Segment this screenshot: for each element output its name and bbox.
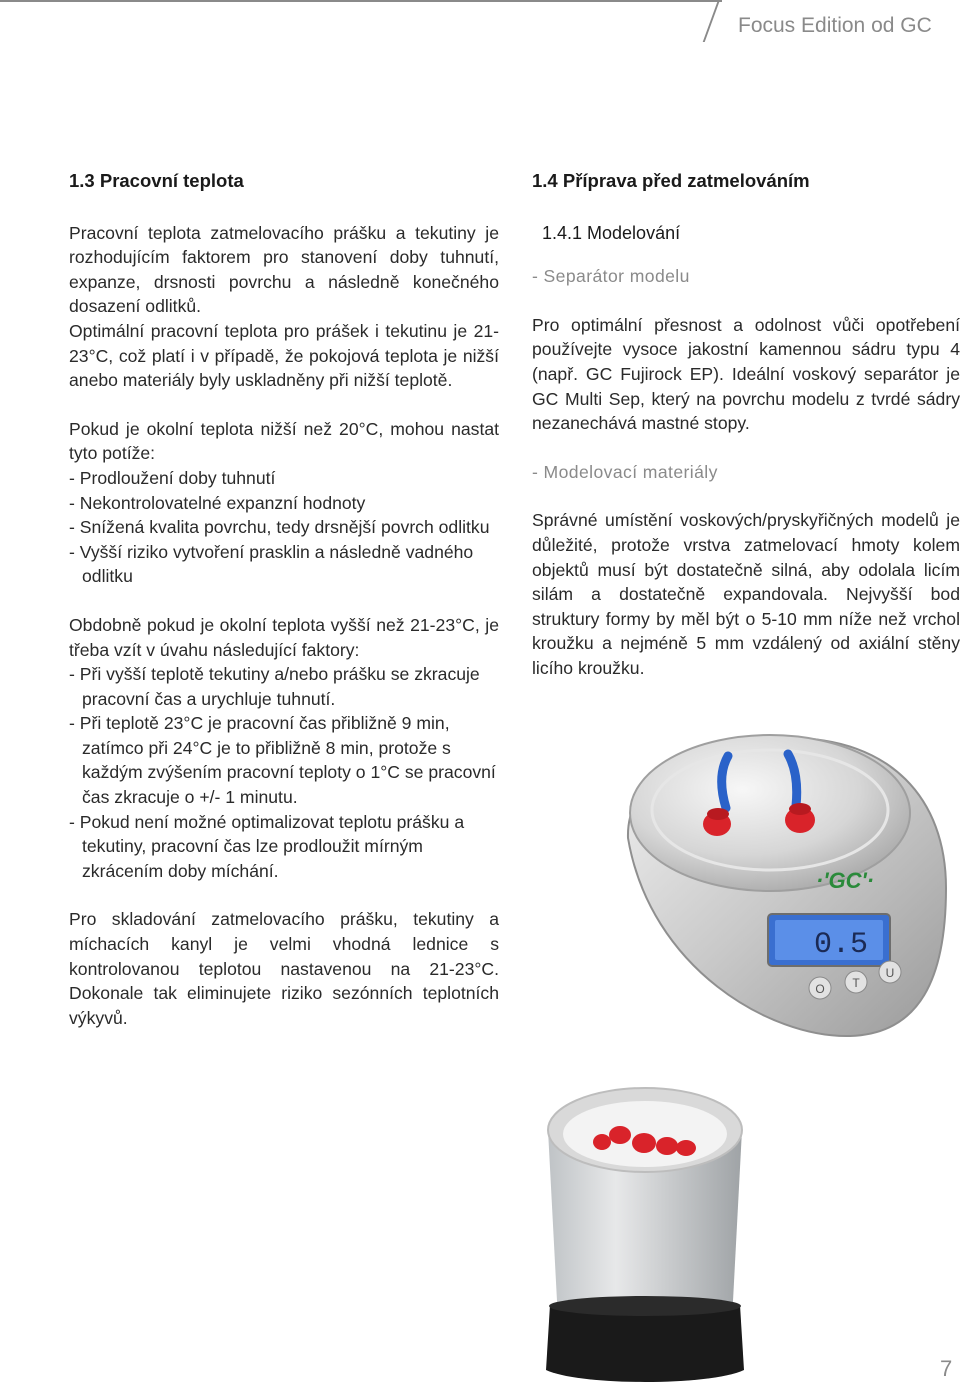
scale-logo: ·'GC'· (816, 868, 875, 893)
list-item: - Prodloužení doby tuhnutí (69, 466, 499, 491)
photo-casting-ring (540, 1080, 750, 1390)
paragraph-model-separator: Pro optimální přesnost a odolnost vůči opotřebení používejte vysoce jakostní kamennou sádru typu 4 (např. GC Fujirock EP). Ideální voskový separátor je GC Multi Sep, který na povrchu modelu z tvrdé sádry nezanechává mastné stopy. (532, 314, 960, 434)
list-item: - Vyšší riziko vytvoření prasklin a následně vadného odlitku (69, 540, 499, 589)
header-slash (703, 0, 720, 42)
header-rule (0, 0, 722, 2)
digital-scale-illustration (620, 718, 950, 1038)
scale-display-value: 0.5 (813, 928, 868, 962)
photo-digital-scale (620, 718, 950, 1038)
list-item: - Nekontrolovatelné expanzní hodnoty (69, 491, 499, 516)
paragraph-importance: Pracovní teplota zatmelovacího prášku a tekutiny je rozhodujícím faktorem pro stanovení doby tuhnutí, expanze, drsnosti povrchu a následně konečného dosazení odlitků. (69, 222, 499, 317)
casting-ring-illustration (540, 1080, 750, 1390)
topic-title-modeling-materials: - Modelovací materiály (532, 461, 718, 482)
paragraph-low-temperature-intro: Pokud je okolní teplota nižší než 20°C, mohou nastat tyto potíže: (69, 418, 499, 464)
list-item: - Pokud není možné optimalizovat teplotu prášku a tekutiny, pracovní čas lze prodloužit mírným zkrácením doby míchání. (69, 810, 499, 884)
header-title: Focus Edition od GC (738, 14, 932, 37)
right-column (532, 169, 960, 681)
list-high-temperature-factors (69, 662, 499, 883)
page-number: 7 (940, 1356, 953, 1381)
topic-title-model-separator: - Separátor modelu (532, 266, 690, 287)
scale-button-label: T (852, 976, 860, 990)
paragraph-optimal-temperature: Optimální pracovní teplota pro prášek i tekutinu je 21-23°C, což platí i v případě, že pokojová teplota je nižší anebo materiály byly uskladněny při nižší teplotě. (69, 320, 499, 391)
section-heading-preparation: 1.4 Příprava před zatmelováním (532, 170, 810, 191)
list-low-temperature-problems (69, 466, 499, 589)
paragraph-storage: Pro skladování zatmelovacího prášku, tekutiny a míchacích kanyl je velmi vhodná lednice s kontrolovanou teplotou nastavenou na 21-23°C. Dokonale tak eliminujete riziko sezónních teplotních výkyvů. (69, 909, 499, 1028)
list-item: - Při teplotě 23°C je pracovní čas přibližně 9 min, zatímco při 24°C je to přibližně 8 min, protože s každým zvýšením pracovní teploty o 1°C se pracovní čas zkracuje o +/- 1 minutu. (69, 711, 499, 809)
left-column (69, 169, 499, 1030)
list-item: - Snížená kvalita povrchu, tedy drsnější povrch odlitku (69, 515, 499, 540)
scale-button-label: U (885, 966, 895, 980)
section-heading-working-temperature: 1.3 Pracovní teplota (69, 170, 244, 191)
scale-button-label: O (815, 982, 825, 996)
paragraph-modeling-materials: Správné umístění voskových/pryskyřičných modelů je důležité, protože vrstva zatmelovací hmoty kolem objektů musí být dostatečně silná, aby odolala licím silám a dostatečně expandovala. Nejvyšší bod struktury formy by měl být o 5-10 mm níže než vrchol kroužku a nejméně 5 mm vzdálený od axiální stěny licího kroužku. (532, 510, 960, 678)
list-item: - Při vyšší teplotě tekutiny a/nebo prášku se zkracuje pracovní čas a urychluje tuhnutí. (69, 662, 499, 711)
subsection-heading-modeling: 1.4.1 Modelování (542, 222, 681, 243)
paragraph-high-temperature-intro: Obdobně pokud je okolní teplota vyšší než 21-23°C, je třeba vzít v úvahu následující faktory: (69, 614, 499, 660)
